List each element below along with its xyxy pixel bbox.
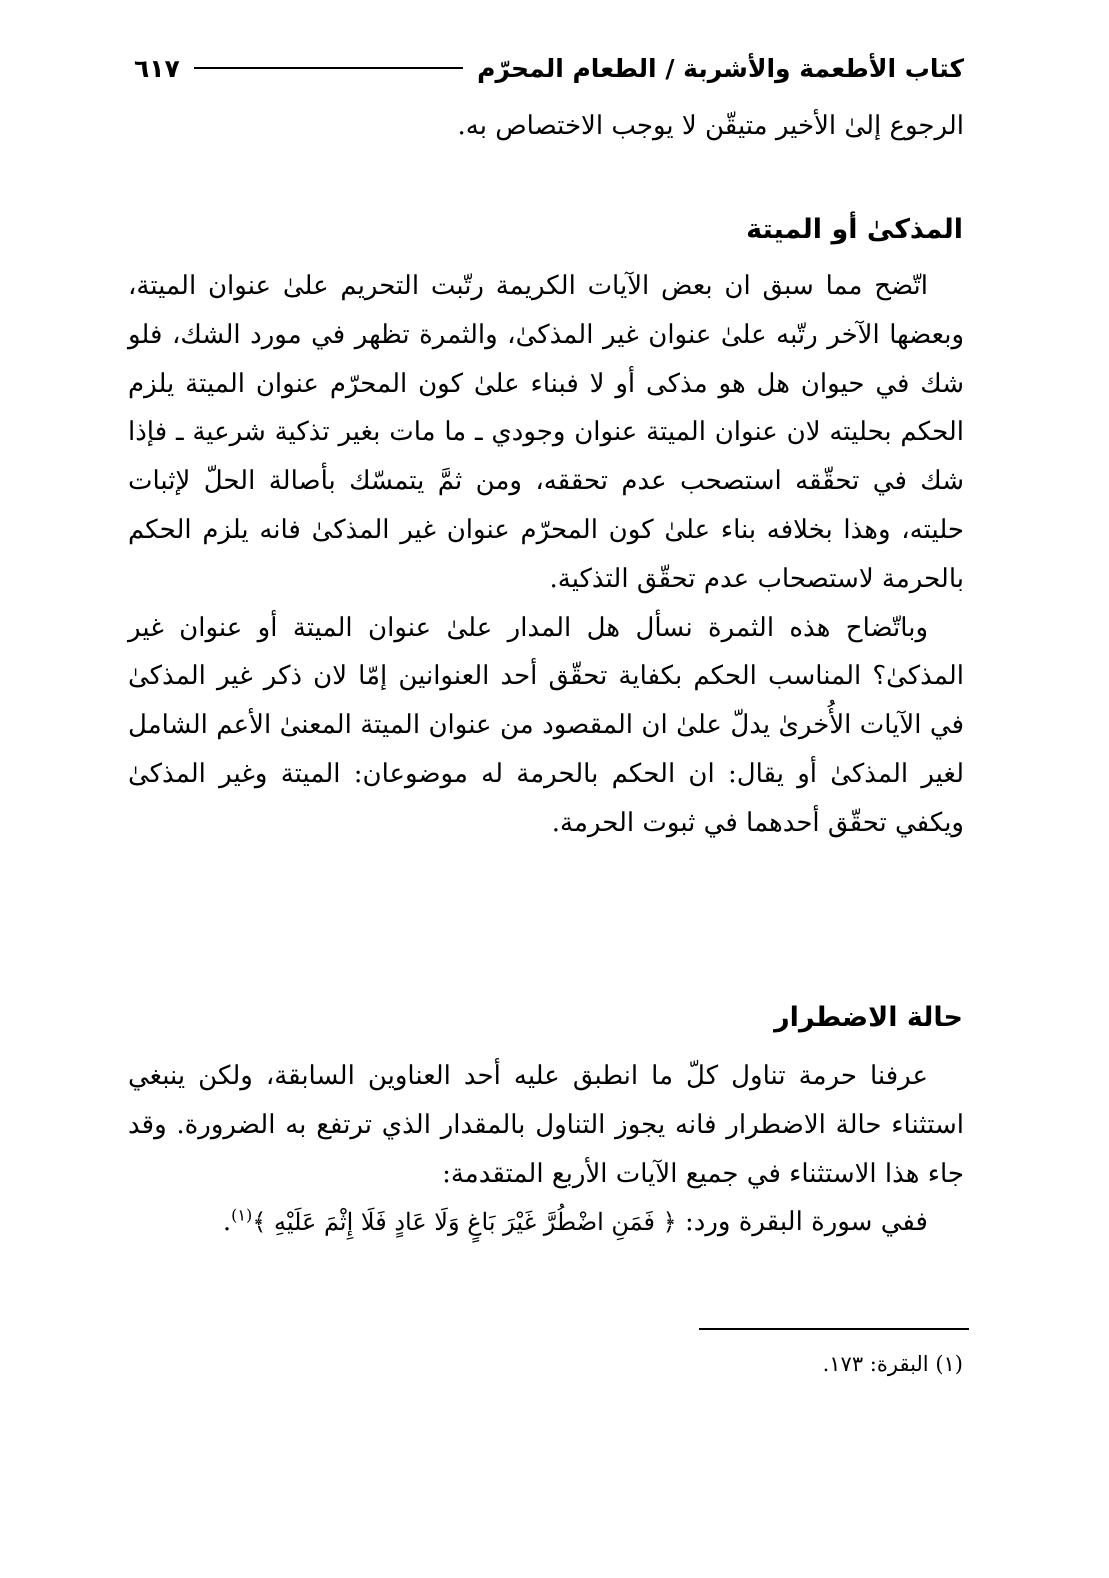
section-body-mudhakka-or-mayta (128, 262, 964, 848)
quranic-verse: ﴿ فَمَنِ اضْطُرَّ غَيْرَ بَاغٍ وَلَا عَادٍ فَلَا إِثْمَ عَلَيْهِ ﴾ (252, 1208, 677, 1237)
footnote-rule (699, 1328, 969, 1330)
section-heading-mudhakka-or-mayta: المذكىٰ أو الميتة (746, 214, 963, 245)
footnote-reference: (١) (231, 1205, 253, 1225)
paragraph: عرفنا حرمة تناول كلّ ما انطبق عليه أحد العناوين السابقة، ولكن ينبغي استثناء حالة الاضطرار فانه يجوز التناول بالمقدار الذي ترتفع به الضرورة. وقد جاء هذا الاستثناء في جميع الآيات الأربع المتقدمة: (128, 1061, 964, 1189)
header-rule (194, 67, 463, 69)
section-heading-idtirar: حالة الاضطرار (774, 1002, 963, 1033)
running-header-title: كتاب الأطعمة والأشربة / الطعام المحرّم (477, 53, 964, 83)
verse-paragraph (128, 1198, 964, 1247)
continuation-paragraph-block (128, 102, 964, 151)
page-number: ٦١٧ (134, 53, 180, 83)
paragraph: وباتّضاح هذه الثمرة نسأل هل المدار علىٰ عنوان الميتة أو عنوان غير المذكىٰ؟ المناسب الحكم بكفاية تحقّق أحد العنوانين إمّا لان ذكر غير المذكىٰ في الآيات الأُخرىٰ يدلّ علىٰ ان المقصود من عنوان الميتة المعنىٰ الأعم الشامل لغير المذكىٰ أو يقال: ان الحكم بالحرمة له موضوعان: الميتة وغير المذكىٰ ويكفي تحقّق أحدهما في ثبوت الحرمة. (128, 612, 964, 838)
footnote: (١) البقرة: ١٧٣. (822, 1352, 963, 1376)
section-body-idtirar (128, 1052, 964, 1247)
running-header (134, 46, 964, 90)
continuation-paragraph: الرجوع إلىٰ الأخير متيقّن لا يوجب الاختصاص به. (457, 111, 964, 141)
verse-lead: ففي سورة البقرة ورد: (684, 1207, 928, 1238)
sentence-end: . (222, 1207, 232, 1238)
paragraph: اتّضح مما سبق ان بعض الآيات الكريمة رتّبت التحريم علىٰ عنوان الميتة، وبعضها الآخر رتّبه علىٰ عنوان غير المذكىٰ، والثمرة تظهر في مورد الشك، فلو شك في حيوان هل هو مذكى أو لا فبناء علىٰ كون المحرّم عنوان الميتة يلزم الحكم بحليته لان عنوان الميتة عنوان وجودي ـ ما مات بغير تذكية شرعية ـ فإذا شك في تحقّقه استصحب عدم تحققه، ومن ثمَّ يتمسّك بأصالة الحلّ لإثبات حليته، وهذا بخلافه بناء علىٰ كون المحرّم عنوان غير المذكىٰ فانه يلزم الحكم بالحرمة لاستصحاب عدم تحقّق التذكية. (128, 271, 964, 594)
